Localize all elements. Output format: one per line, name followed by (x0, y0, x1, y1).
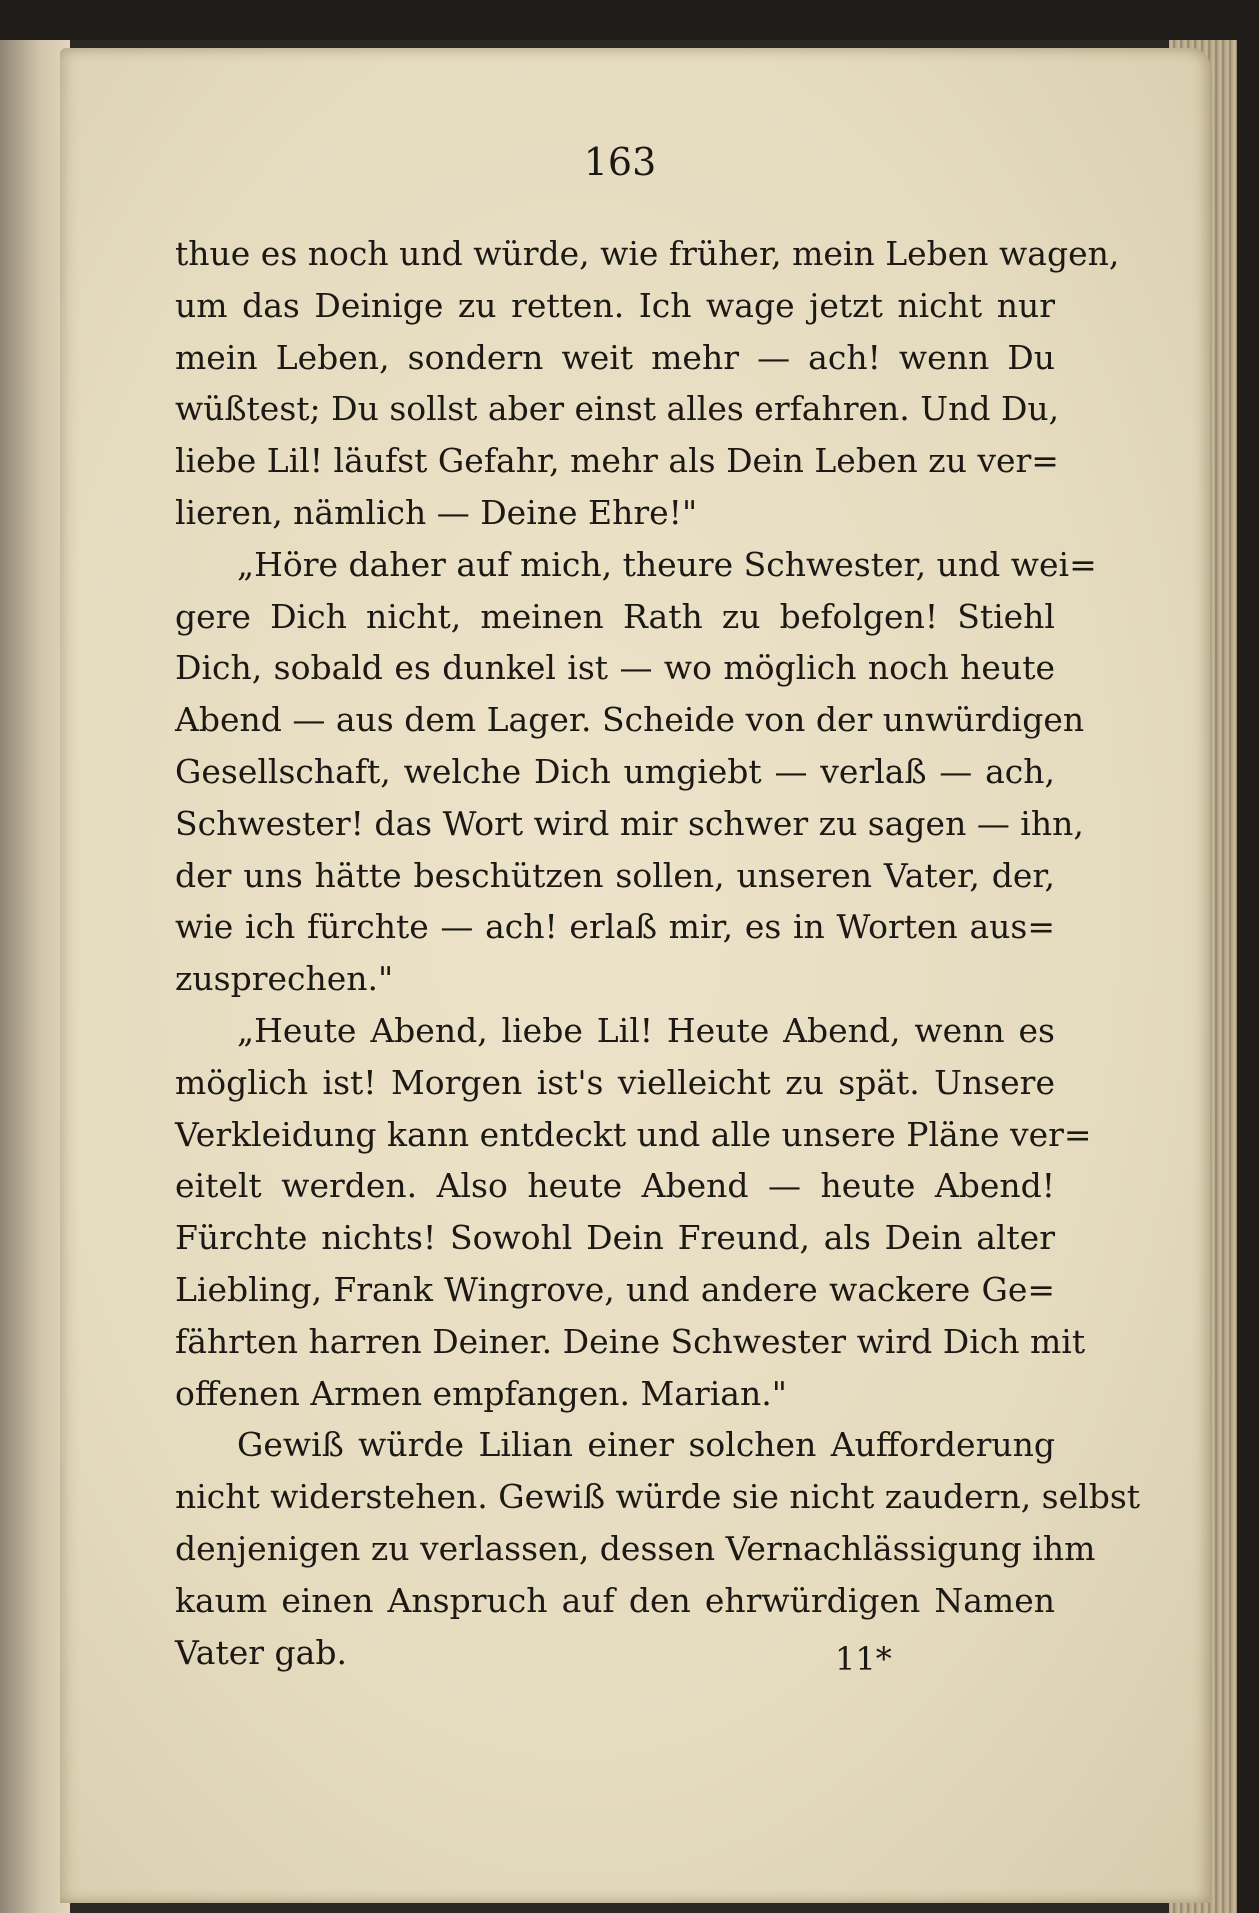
page-body (175, 228, 1141, 1678)
text-line: Schwester! das Wort wird mir schwer zu sagen — ihn, (175, 803, 1084, 843)
page-number: 163 (583, 140, 657, 184)
text-line: Vater gab. (175, 1632, 347, 1672)
text-line: „Heute Abend, liebe Lil! Heute Abend, wenn es (237, 1010, 1055, 1050)
text-line: „Höre daher auf mich, theure Schwester, und wei= (237, 544, 1097, 584)
text-line: der uns hätte beschützen sollen, unseren Vater, der, (175, 855, 1055, 895)
text-line: Fürchte nichts! Sowohl Dein Freund, als Dein alter (175, 1218, 1055, 1258)
text-line: wüßtest; Du sollst aber einst alles erfahren. Und Du, (175, 389, 1060, 429)
text-line: mein Leben, sondern weit mehr — ach! wenn Du (175, 337, 1055, 377)
text-line: zusprechen." (175, 959, 394, 999)
text-line: thue es noch und würde, wie früher, mein Leben wagen, (175, 234, 1120, 273)
text-line: eitelt werden. Also heute Abend — heute Abend! (175, 1166, 1055, 1206)
text-line: denjenigen zu verlassen, dessen Vernachlässigung ihm (175, 1528, 1096, 1568)
text-line: fährten harren Deiner. Deine Schwester wird Dich mit (175, 1321, 1086, 1361)
text-line: um das Deinige zu retten. Ich wage jetzt nicht nur (175, 285, 1055, 325)
scan-right-edge (1237, 0, 1259, 1913)
text-line: Gesellschaft, welche Dich umgiebt — verlaß — ach, (175, 751, 1055, 791)
scan-top-edge (0, 0, 1259, 40)
text-line: möglich ist! Morgen ist's vielleicht zu spät. Unsere (175, 1062, 1055, 1102)
text-line: Abend — aus dem Lager. Scheide von der unwürdigen (175, 700, 1085, 740)
text-line: Gewiß würde Lilian einer solchen Aufforderung (237, 1425, 1055, 1465)
text-line: Verkleidung kann entdeckt und alle unsere Pläne ver= (175, 1114, 1092, 1154)
text-line: liebe Lil! läufst Gefahr, mehr als Dein Leben zu ver= (175, 441, 1059, 481)
text-line: offenen Armen empfangen. Marian." (175, 1373, 787, 1413)
text-line: lieren, nämlich — Deine Ehre!" (175, 492, 698, 532)
text-line: kaum einen Anspruch auf den ehrwürdigen Namen (175, 1580, 1055, 1620)
text-line: gere Dich nicht, meinen Rath zu befolgen! Stiehl (175, 596, 1055, 636)
text-line: Liebling, Frank Wingrove, und andere wackere Ge= (175, 1269, 1055, 1309)
text-line: wie ich fürchte — ach! erlaß mir, es in Worten aus= (175, 907, 1055, 947)
signature-mark: 11* (835, 1640, 892, 1678)
text-line: Dich, sobald es dunkel ist — wo möglich noch heute (175, 648, 1055, 688)
text-line: nicht widerstehen. Gewiß würde sie nicht zaudern, selbst (175, 1477, 1141, 1517)
